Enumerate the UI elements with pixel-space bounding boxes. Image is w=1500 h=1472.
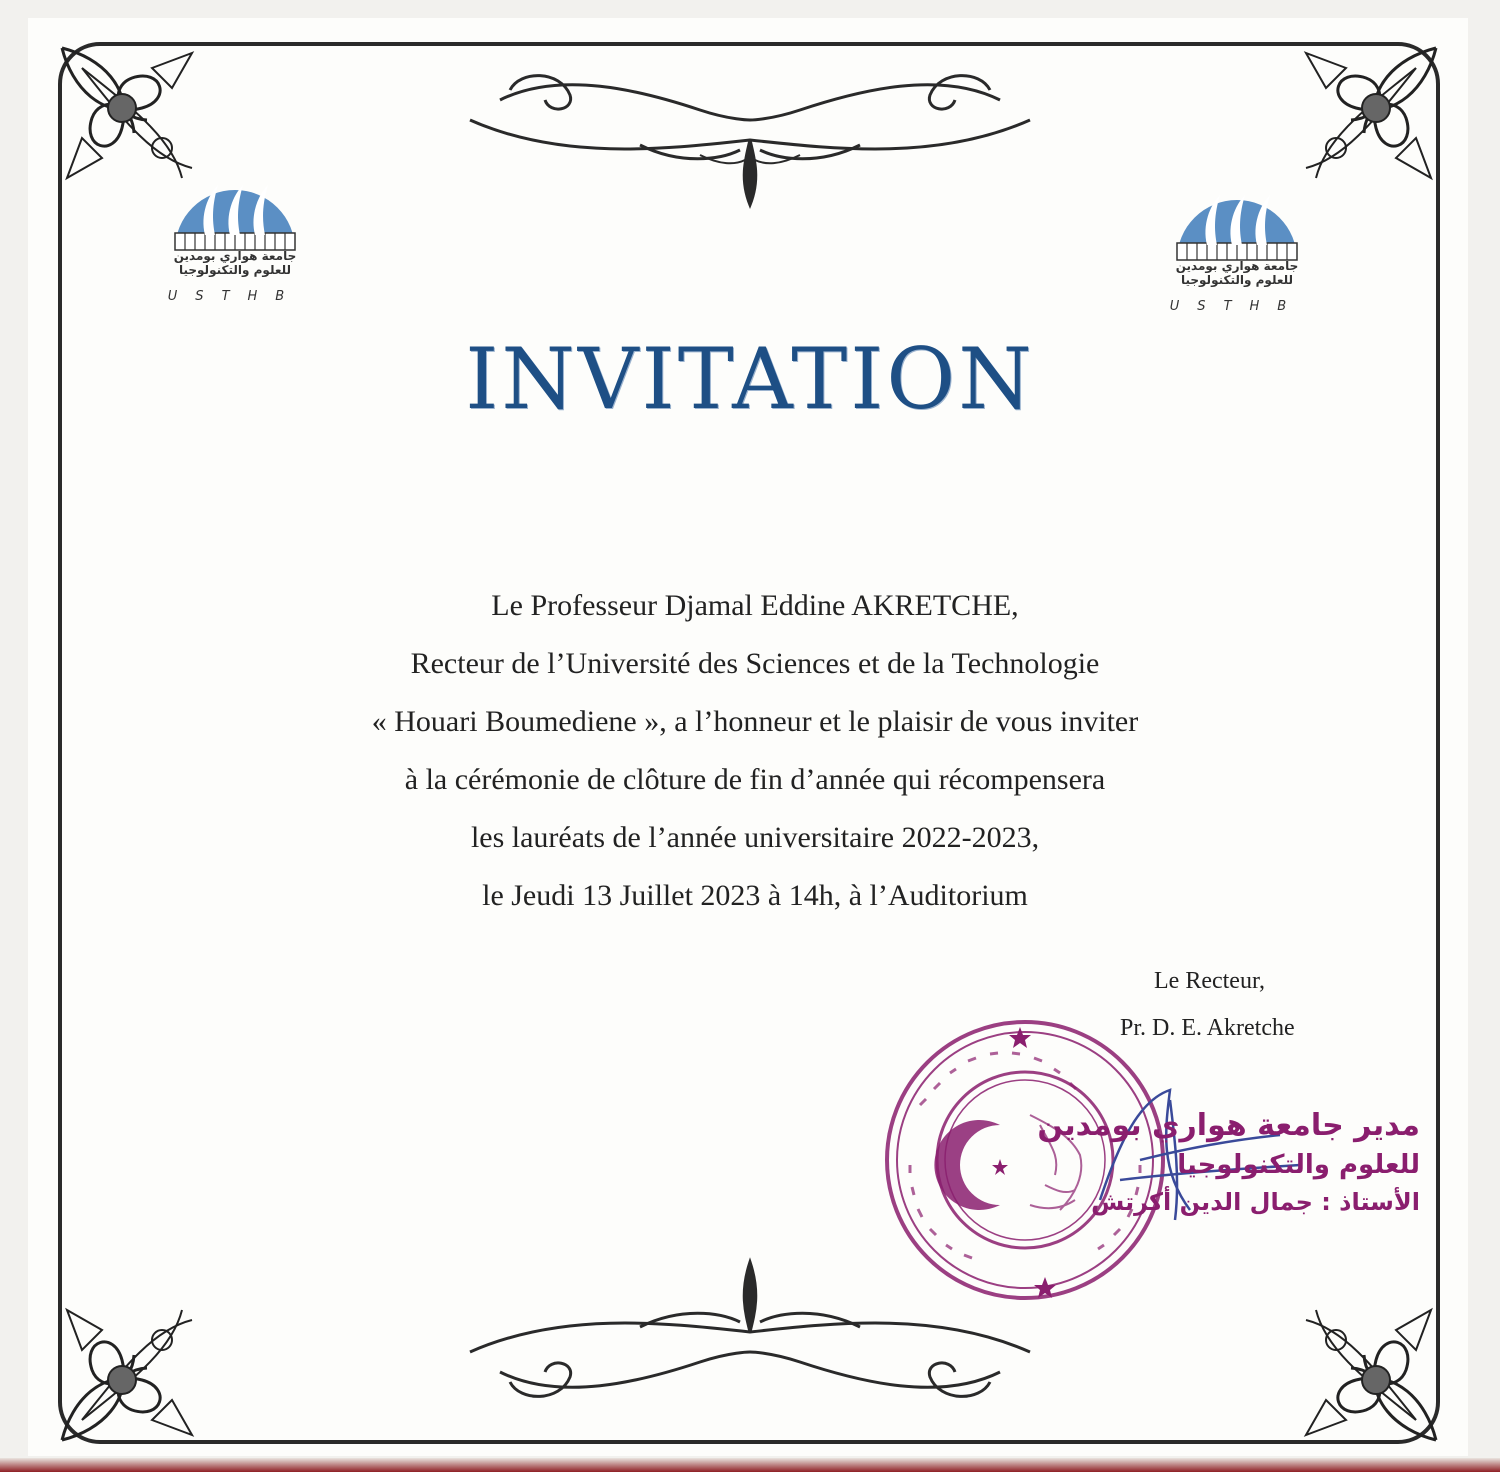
body-line: les lauréats de l’année universitaire 2022-2023,: [470, 821, 1040, 854]
logo-latin-text: USTHB: [1169, 299, 1305, 314]
corner-ornament-bottom-right: [1306, 1310, 1436, 1440]
logo-arabic-text: جامعة هواري بومدين للعلوم والتكنولوجيا: [173, 249, 297, 277]
bottom-edge-strip: [0, 1458, 1500, 1472]
signature-title: Le Recteur,: [1154, 968, 1265, 994]
invitation-title: INVITATION: [465, 330, 1035, 428]
star-icon: [1009, 1027, 1031, 1048]
body-line: « Houari Boumediene », a l’honneur et le plaisir de vous inviter: [371, 705, 1139, 738]
signature-arabic-line: الأستاذ : جمال الدين أكرتش: [1091, 1188, 1420, 1216]
invitation-body: [200, 577, 1310, 925]
logo-arabic-text: جامعة هواري بومدين للعلوم والتكنولوجيا: [1175, 259, 1299, 287]
signature-name: Pr. D. E. Akretche: [1120, 1015, 1295, 1041]
signature-arabic-line: مدير جامعة هواري بومدين: [1037, 1108, 1420, 1143]
corner-ornament-bottom-left: [62, 1310, 192, 1440]
usthb-logo-right: [1162, 175, 1312, 325]
body-line: Le Professeur Djamal Eddine AKRETCHE,: [491, 589, 1019, 622]
signature-arabic-line: للعلوم والتكنولوجيا: [1177, 1150, 1420, 1180]
corner-ornament-top-right: [1306, 48, 1436, 178]
body-line: Recteur de l’Université des Sciences et de la Technologie: [410, 647, 1100, 680]
body-line: à la cérémonie de clôture de fin d’année qui récompensera: [404, 763, 1106, 796]
corner-ornament-top-left: [62, 48, 192, 178]
usthb-logo-icon: [1162, 175, 1312, 265]
usthb-logo-left: [160, 165, 310, 315]
usthb-logo-icon: [160, 165, 310, 255]
top-center-ornament: [470, 76, 1030, 205]
logo-latin-text: USTHB: [167, 289, 303, 304]
body-line: le Jeudi 13 Juillet 2023 à 14h, à l’Auditorium: [482, 879, 1028, 912]
